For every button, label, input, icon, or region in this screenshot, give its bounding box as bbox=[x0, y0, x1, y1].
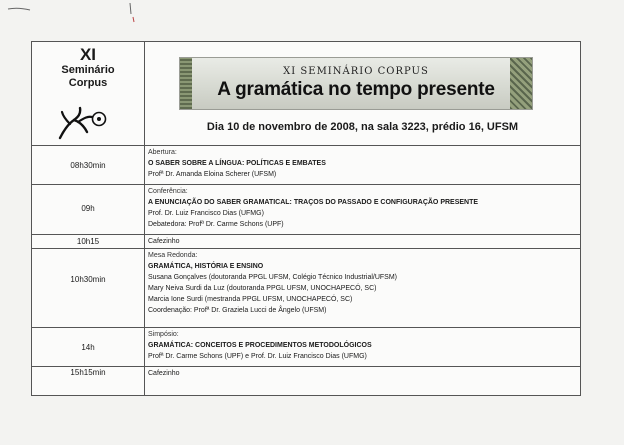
row-content bbox=[148, 236, 576, 247]
row-person: Debatedora: Profª Dr. Carme Schons (UPF) bbox=[148, 221, 284, 228]
schedule-row bbox=[32, 249, 580, 328]
row-time: 08h30min bbox=[70, 161, 106, 170]
scan-marks bbox=[0, 0, 624, 40]
row-person: Mary Neiva Surdi da Luz (doutoranda PPGL UFSM, UNOCHAPECÓ, SC) bbox=[148, 285, 377, 292]
row-content bbox=[148, 368, 576, 379]
row-person: Coordenação: Profª Dr. Graziela Lucci de Ângelo (UFSM) bbox=[148, 307, 327, 314]
schedule-row bbox=[32, 235, 580, 249]
row-content bbox=[148, 250, 576, 316]
program-header bbox=[32, 42, 580, 146]
row-label: Cafezinho bbox=[148, 238, 180, 245]
row-person: Profª Dr. Carme Schons (UPF) e Prof. Dr. Luiz Francisco Dias (UFMG) bbox=[148, 353, 367, 360]
row-person: Susana Gonçalves (doutoranda PPGL UFSM, Colégio Técnico Industrial/UFSM) bbox=[148, 274, 398, 281]
schedule-row bbox=[32, 367, 580, 395]
row-person: Profª Dr. Amanda Eloina Scherer (UFSM) bbox=[148, 171, 277, 178]
schedule-row bbox=[32, 146, 580, 185]
logo-line1: Seminário bbox=[61, 64, 115, 76]
row-content bbox=[148, 329, 576, 362]
row-title: GRAMÁTICA: CONCEITOS E PROCEDIMENTOS METODOLÓGICOS bbox=[148, 342, 372, 349]
title-banner bbox=[179, 57, 533, 110]
row-title: A ENUNCIAÇÃO DO SABER GRAMATICAL: TRAÇOS DO PASSADO E CONFIGURAÇÃO PRESENTE bbox=[148, 199, 479, 206]
row-label: Conferência: bbox=[148, 188, 188, 195]
logo-line2: Corpus bbox=[68, 77, 108, 89]
row-label: Mesa Redonda: bbox=[148, 252, 198, 259]
row-time: 10h30min bbox=[70, 275, 106, 284]
row-title: GRAMÁTICA, HISTÓRIA E ENSINO bbox=[148, 263, 264, 270]
row-time: 10h15 bbox=[76, 237, 100, 246]
row-person: Prof. Dr. Luiz Francisco Dias (UFMG) bbox=[148, 210, 264, 217]
row-time: 15h15min bbox=[70, 368, 106, 377]
banner-title: A gramática no tempo presente bbox=[217, 79, 495, 100]
schedule-row bbox=[32, 185, 580, 235]
schedule-row bbox=[32, 328, 580, 367]
row-content bbox=[148, 186, 576, 230]
seminar-logo bbox=[32, 42, 144, 145]
row-content bbox=[148, 147, 576, 180]
row-time: 09h bbox=[81, 204, 95, 213]
banner-subtitle: XI SEMINÁRIO CORPUS bbox=[283, 66, 429, 77]
logo-numeral: XI bbox=[79, 45, 97, 64]
row-label: Cafezinho bbox=[148, 370, 180, 377]
figure-icon bbox=[54, 104, 114, 142]
program-sheet bbox=[31, 41, 581, 396]
row-title: O SABER SOBRE A LÍNGUA: POLÍTICAS E EMBATES bbox=[148, 160, 326, 167]
row-label: Abertura: bbox=[148, 149, 177, 156]
row-label: Simpósio: bbox=[148, 331, 179, 338]
event-date: Dia 10 de novembro de 2008, na sala 3223, prédio 16, UFSM bbox=[206, 121, 519, 133]
row-person: Marcia Ione Surdi (mestranda PPGL UFSM, UNOCHAPECÓ, SC) bbox=[148, 296, 353, 303]
row-time: 14h bbox=[81, 343, 95, 352]
